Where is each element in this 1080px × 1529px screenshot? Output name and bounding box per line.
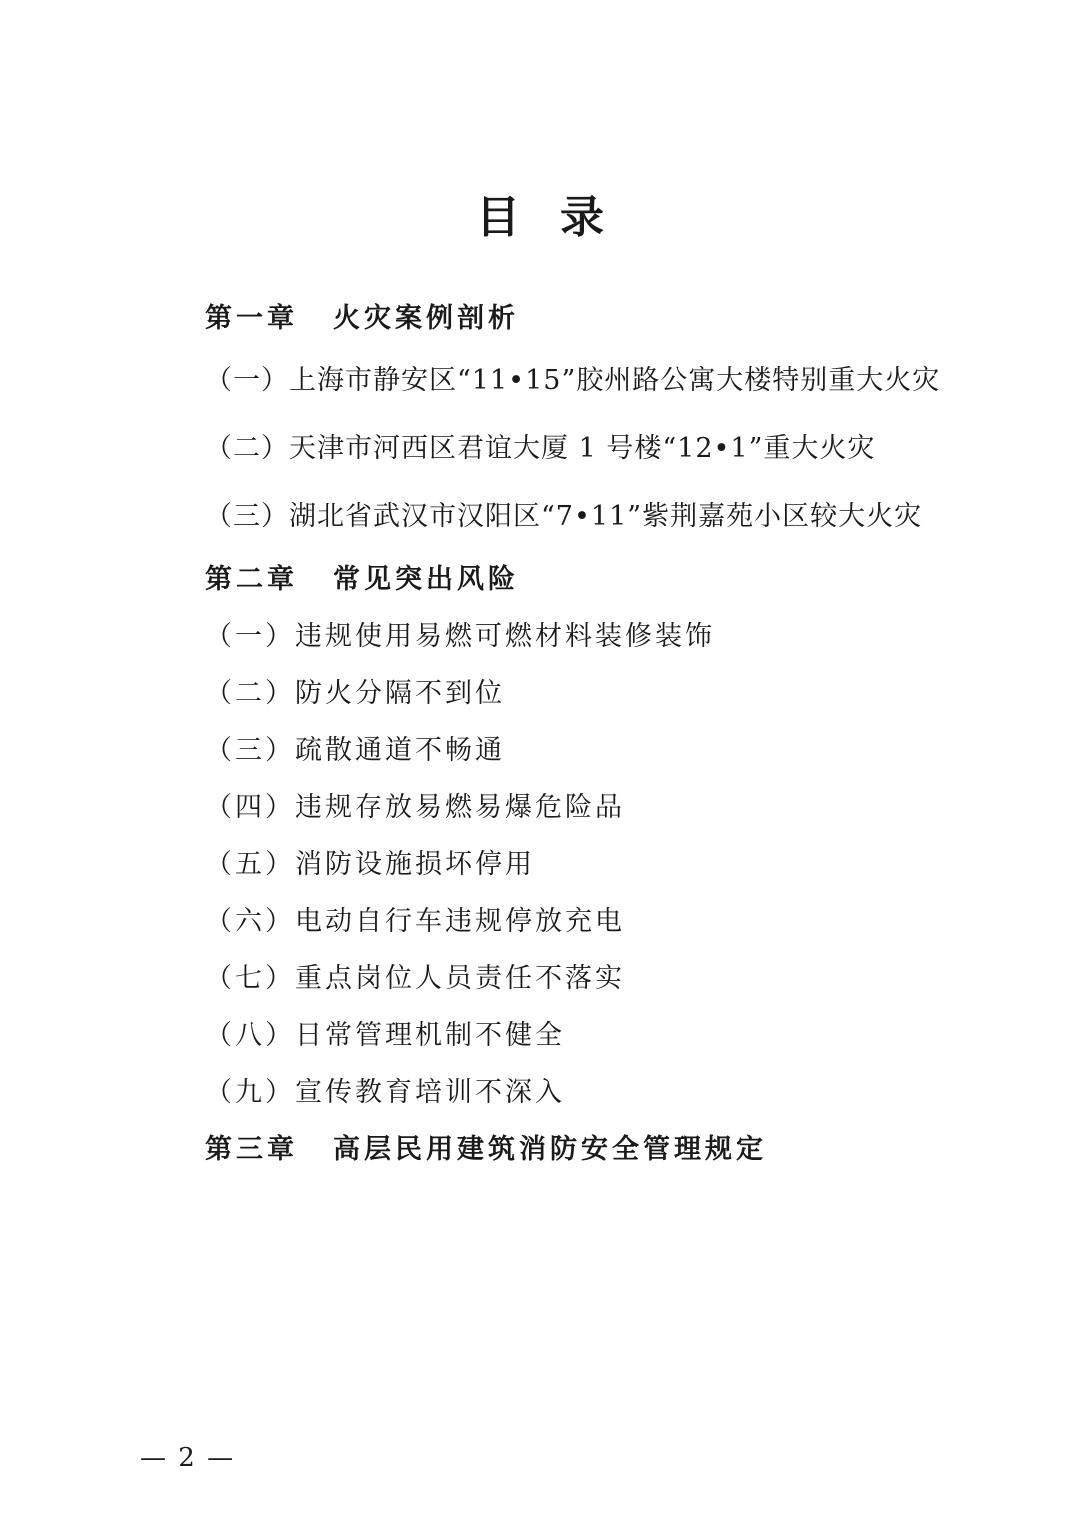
- chapter-number: 第三章: [205, 1134, 298, 1165]
- entry-number: （二）: [205, 678, 295, 709]
- chapter-3-heading[interactable]: [205, 1121, 1005, 1178]
- chapter-title: 火灾案例剖析: [333, 303, 519, 334]
- entry-number: （三）: [205, 735, 295, 766]
- entry-number: （七）: [205, 963, 295, 994]
- entry-number: （一）: [205, 621, 295, 652]
- toc-entry[interactable]: [205, 836, 1005, 893]
- toc-entry[interactable]: [205, 347, 1005, 415]
- page-number: — 2 —: [140, 1443, 236, 1473]
- entry-title: 宣传教育培训不深入: [295, 1077, 565, 1108]
- entry-number: （八）: [205, 1020, 295, 1051]
- toc-entry[interactable]: [205, 665, 1005, 722]
- entry-number: （一）: [205, 365, 289, 396]
- toc-entry[interactable]: [205, 483, 1005, 551]
- entry-title: 消防设施损坏停用: [295, 849, 535, 880]
- chapter-2-heading[interactable]: [205, 551, 1005, 608]
- toc-entry[interactable]: [205, 415, 1005, 483]
- chapter-number: 第一章: [205, 303, 298, 334]
- entry-title: 违规存放易燃易爆危险品: [295, 792, 625, 823]
- entry-title: 湖北省武汉市汉阳区“7•11”紫荆嘉苑小区较大火灾: [289, 501, 923, 532]
- page-title: 目录: [476, 192, 644, 243]
- table-of-contents: [205, 290, 1005, 1178]
- entry-number: （六）: [205, 906, 295, 937]
- toc-entry[interactable]: [205, 779, 1005, 836]
- toc-entry[interactable]: [205, 608, 1005, 665]
- toc-entry[interactable]: [205, 722, 1005, 779]
- entry-number: （三）: [205, 501, 289, 532]
- toc-entry[interactable]: [205, 1064, 1005, 1121]
- chapter-number: 第二章: [205, 564, 298, 595]
- toc-entry[interactable]: [205, 893, 1005, 950]
- entry-title: 电动自行车违规停放充电: [295, 906, 625, 937]
- chapter-title: 高层民用建筑消防安全管理规定: [333, 1134, 767, 1165]
- entry-title: 疏散通道不畅通: [295, 735, 505, 766]
- entry-title: 重点岗位人员责任不落实: [295, 963, 625, 994]
- entry-number: （二）: [205, 433, 289, 464]
- chapter-title: 常见突出风险: [333, 564, 519, 595]
- chapter-1-heading[interactable]: [205, 290, 1005, 347]
- entry-title: 日常管理机制不健全: [295, 1020, 565, 1051]
- entry-number: （五）: [205, 849, 295, 880]
- entry-title: 上海市静安区“11•15”胶州路公寓大楼特别重大火灾: [289, 365, 941, 396]
- entry-title: 防火分隔不到位: [295, 678, 505, 709]
- toc-entry[interactable]: [205, 950, 1005, 1007]
- entry-number: （四）: [205, 792, 295, 823]
- entry-title: 违规使用易燃可燃材料装修装饰: [295, 621, 715, 652]
- entry-title: 天津市河西区君谊大厦 1 号楼“12•1”重大火灾: [289, 433, 876, 464]
- toc-entry[interactable]: [205, 1007, 1005, 1064]
- entry-number: （九）: [205, 1077, 295, 1108]
